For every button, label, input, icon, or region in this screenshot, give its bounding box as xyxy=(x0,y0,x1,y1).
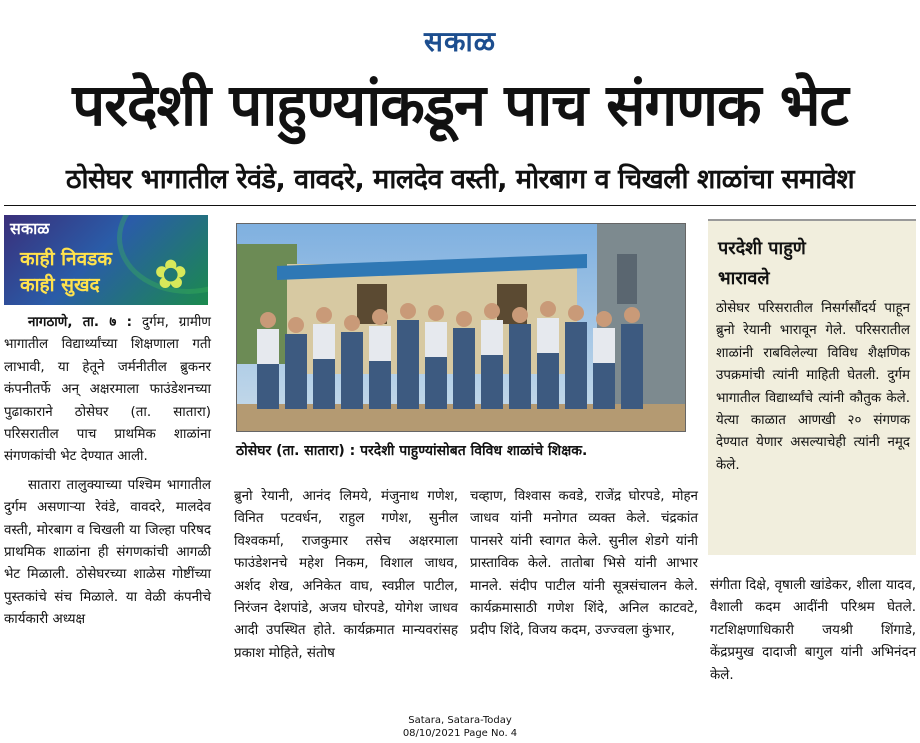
article-column-4: संगीता दिक्षे, वृषाली खांडेकर, शीला यादव, वैशाली कदम आदींनी परिश्रम घेतले. गटशिक्षणाधिकारी जयश्री शिंगाडे, केंद्रप्रमुख दादाजी बागुल यांनी अभिनंदन केले. xyxy=(710,578,916,683)
subheadline: ठोसेघर भागातील रेवंडे, वावदरे, मालदेव वस्ती, मोरबाग व चिखली शाळांचा समावेश xyxy=(65,164,855,195)
footer-edition: Satara, Satara-Today xyxy=(408,715,512,726)
article-paragraph-2: सातारा तालुक्याच्या पश्चिम भागातील दुर्गम असणाऱ्या रेवंडे, वावदरे, मालदेव वस्ती, मोरबाग व चिखली या जिल्हा परिषद प्राथमिक शाळांना ही संगणकांची आगळी भेट मिळाली. ठोसेघरच्या शाळेस गोष्टींच्या पुस्तकांचे संच मिळाले. या वेळी कंपनीचे कार्यकारी अध्यक्ष xyxy=(4,477,211,628)
headline: परदेशी पाहुण्यांकडून पाच संगणक भेट xyxy=(72,71,848,139)
paragraph-1-text: दुर्गम, ग्रामीण भागातील विद्यार्थ्यांच्या शिक्षणाला गती लाभावी, या हेतूने जर्मनीतील ब्रुकनर कंपनीतर्फे अन् अक्षरमाला फाउंडेशनच्या पुढाकाराने ठोसेघर (ता. सातारा) परिसरातील पाच प्राथमिक शाळांना संगणकांची भेट देण्यात आली. xyxy=(4,315,211,465)
photo-caption: ठोसेघर (ता. सातारा) : परदेशी पाहुण्यांसोबत विविध शाळांचे शिक्षक. xyxy=(236,443,588,459)
group-photo xyxy=(236,223,686,432)
section-divider xyxy=(4,205,916,206)
sidebar-body: ठोसेघर परिसरातील निसर्गसौंदर्य पाहून ब्रुनो रेयानी भारावून गेले. परिसरातील शाळांनी राबविलेल्या विविध शैक्षणिक उपक्रमांची त्यांनी माहिती घेतली. दुर्गम भागातील विद्यार्थ्यांचे त्यांनी कौतुक केले. येत्या काळात आणखी २० संगणक देण्यात येणार असल्याचेही त्यांनी नमूद केले. xyxy=(716,301,910,473)
sidebar-top-rule xyxy=(708,219,916,221)
article-paragraph-1 xyxy=(4,312,211,469)
article-column-1 xyxy=(4,312,211,632)
sidebar-title-line-2: भारावले xyxy=(718,268,770,289)
group-photo-illustration xyxy=(237,224,685,431)
logo-tagline-1: काही निवडक xyxy=(20,248,112,270)
logo-brand: सकाळ xyxy=(10,219,50,238)
flower-icon: ✿ xyxy=(154,252,188,298)
article-column-2: ब्रुनो रेयानी, आनंद लिमये, मंजुनाथ गणेश, विनित पटवर्धन, राहुल गणेश, सुनील विश्वकर्मा, राजकुमार तसेच अक्षरमाला फाउंडेशनचे महेश निकम, विशाल जाधव, अर्शद शेख, अनिकेत वाघ, स्वप्नील पाटील, निरंजन देशपांडे, अजय घोरपडे, योगेश जाधव आदी उपस्थित होते. कार्यक्रमात मान्यवरांसह प्रकाश मोहिते, संतोष xyxy=(234,489,458,661)
logo-tagline-2: काही सुखद xyxy=(20,274,100,296)
footer-date-page: 08/10/2021 Page No. 4 xyxy=(402,728,518,739)
dateline: नागठाणे, ता. ७ : xyxy=(28,315,132,330)
sidebar-title-line-1: परदेशी पाहुणे xyxy=(718,238,806,259)
newspaper-masthead: सकाळ xyxy=(424,25,496,58)
article-column-3: चव्हाण, विश्वास कवडे, राजेंद्र घोरपडे, मोहन जाधव यांनी मनोगत व्यक्त केले. चंद्रकांत पानसरे यांनी स्वागत केले. सुनील शेडगे यांनी प्रास्ताविक केले. तातोबा भिसे यांनी आभार मानले. संदीप पाटील यांनी सूत्रसंचालन केले. कार्यक्रमासाठी गणेश शिंदे, अनिल काटवटे, प्रदीप शिंदे, विजय कदम, उज्ज्वला कुंभार, xyxy=(470,489,698,639)
column-logo xyxy=(4,215,208,305)
